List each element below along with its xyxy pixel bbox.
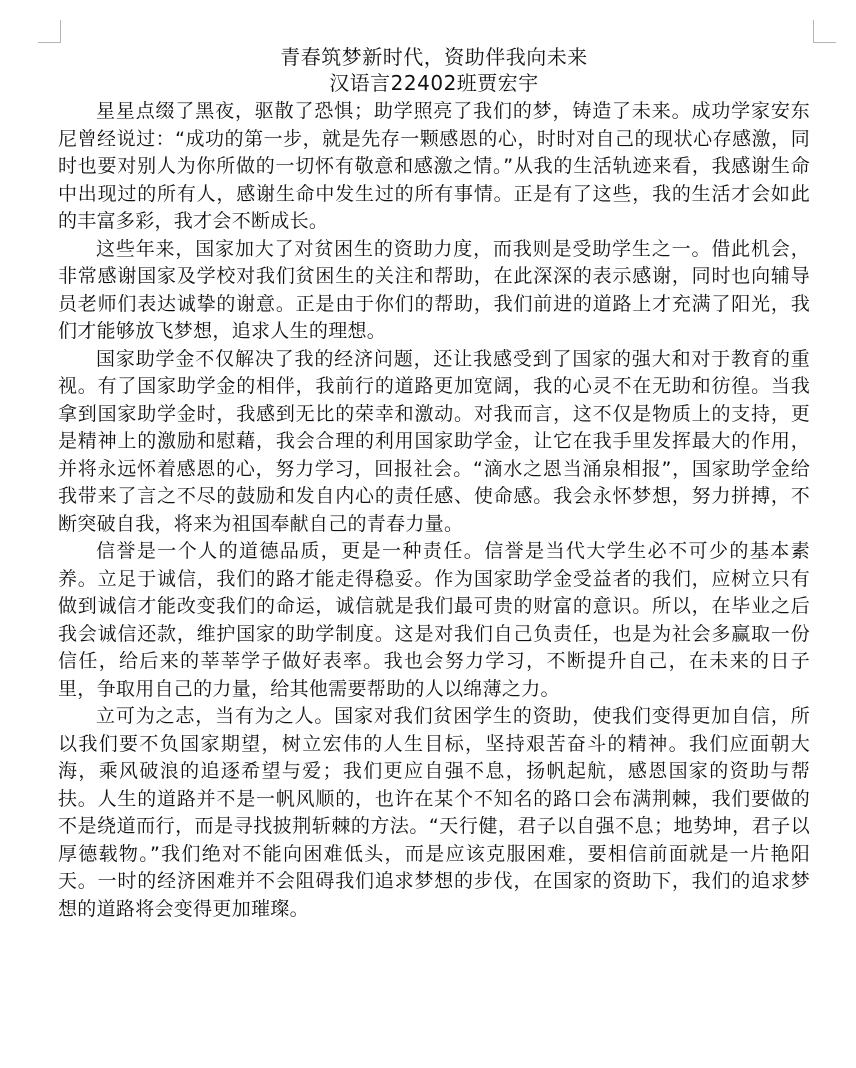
paragraph-3: 国家助学金不仅解决了我的经济问题，还让我感受到了国家的强大和对于教育的重视。有了国家助学金的相伴，我前行的道路更加宽阔，我的心灵不在无助和彷徨。当我拿到国家助学金时，我感到无比的荣幸和激动。对我而言，这不仅是物质上的支持，更是精神上的激励和慰藉，我会合理的利用国家助学金，让它在我手里发挥最大的作用，并将永远怀着感恩的心，努力学习，回报社会。“滴水之恩当涌泉相报”，国家助学金给我带来了言之不尽的鼓励和发自内心的责任感、使命感。我会永怀梦想，努力拼搏，不断突破自我，将来为祖国奉献自己的青春力量。 [58, 347, 810, 535]
document-page [58, 44, 810, 923]
paragraph-1: 星星点缀了黑夜，驱散了恐惧；助学照亮了我们的梦，铸造了未来。成功学家安东尼曾经说过：“成功的第一步，就是先存一颗感恩的心，时时对自己的现状心存感激，同时也要对别人为你所做的一切怀有敬意和感激之情。”从我的生活轨迹来看，我感谢生命中出现过的所有人，感谢生命中发生过的所有事情。正是有了这些，我的生活才会如此的丰富多彩，我才会不断成长。 [58, 100, 810, 232]
document-title: 青春筑梦新时代，资助伴我向未来 [280, 45, 588, 69]
paragraph-5: 立可为之志，当有为之人。国家对我们贫困学生的资助，使我们变得更加自信，所以我们要不负国家期望，树立宏伟的人生目标，坚持艰苦奋斗的精神。我们应面朝大海，乘风破浪的追逐希望与爱；我们更应自强不息，扬帆起航，感恩国家的资助与帮扶。人生的道路并不是一帆风顺的，也许在某个不知名的路口会布满荆棘，我们要做的不是绕道而行，而是寻找披荆斩棘的方法。“天行健，君子以自强不息；地势坤，君子以厚德载物。”我们绝对不能向困难低头，而是应该克服困难，要相信前面就是一片艳阳天。一时的经济困难并不会阻碍我们追求梦想的步伐，在国家的资助下，我们的追求梦想的道路将会变得更加璀璨。 [58, 705, 810, 920]
page-corner-mark-top-right [813, 20, 836, 43]
paragraph-4: 信誉是一个人的道德品质，更是一种责任。信誉是当代大学生必不可少的基本素养。立足于诚信，我们的路才能走得稳妥。作为国家助学金受益者的我们，应树立只有做到诚信才能改变我们的命运，诚信就是我们最可贵的财富的意识。所以，在毕业之后我会诚信还款，维护国家的助学制度。这是对我们自己负责任，也是为社会多赢取一份信任，给后来的莘莘学子做好表率。我也会努力学习，不断提升自己，在未来的日子里，争取用自己的力量，给其他需要帮助的人以绵薄之力。 [58, 540, 810, 700]
page-corner-mark-top-left [38, 20, 61, 43]
paragraph-2: 这些年来，国家加大了对贫困生的资助力度，而我则是受助学生之一。借此机会，非常感谢国家及学校对我们贫困生的关注和帮助，在此深深的表示感谢，同时也向辅导员老师们表达诚挚的谢意。正是由于你们的帮助，我们前进的道路上才充满了阳光，我们才能够放飞梦想，追求人生的理想。 [58, 237, 810, 342]
document-author: 汉语言22402班贾宏宇 [329, 71, 539, 95]
